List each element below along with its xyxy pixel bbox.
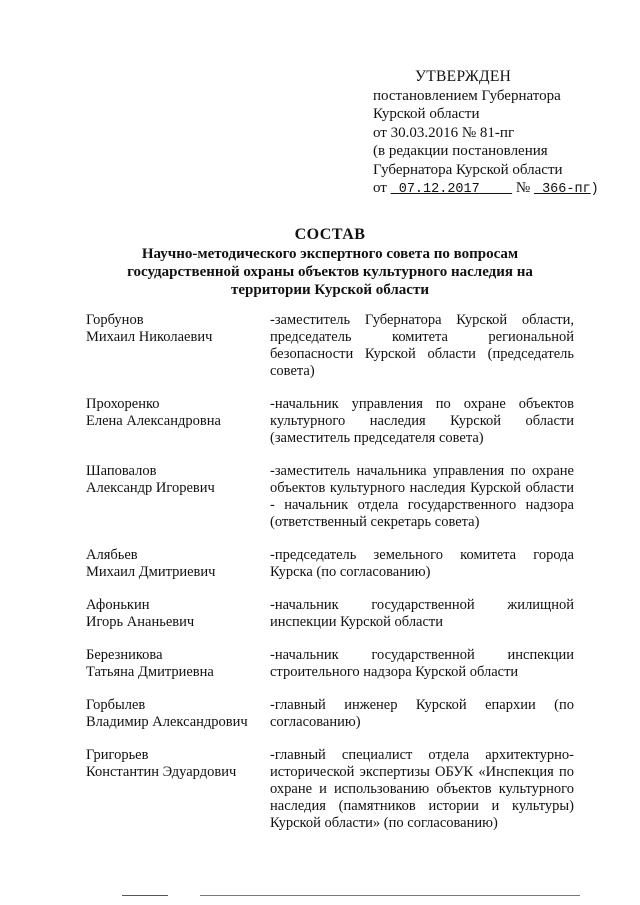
member-given-names: Владимир Александрович: [86, 714, 248, 730]
member-surname: Григорьев: [86, 747, 149, 763]
title-line-1: Научно-методического экспертного совета по вопросам: [141, 246, 519, 262]
approval-heading: УТВЕРЖДЕН: [415, 68, 512, 85]
member-surname: Шаповалов: [86, 463, 157, 479]
title-line-3: территории Курской области: [231, 282, 429, 298]
member-name: [86, 747, 270, 832]
amendment-date: 07.12.2017: [398, 182, 480, 197]
approval-line-5: Губернатора Курской области: [373, 161, 563, 178]
approval-line-3: от 30.03.2016 № 81-пг: [373, 124, 515, 141]
members-list: [86, 312, 574, 848]
member-role: -начальник управления по охране объектов культурного наследия Курской области (заместитель председателя совета): [270, 396, 574, 446]
member-given-names: Татьяна Дмитриевна: [86, 664, 214, 680]
member-name: [86, 547, 270, 581]
approval-stamp: [373, 68, 613, 200]
document-title: [80, 226, 580, 299]
member-role: -председатель земельного комитета города Курска (по согласованию): [270, 547, 574, 580]
member-surname: Березникова: [86, 647, 163, 663]
member-row: [86, 597, 574, 631]
approval-line-1: постановлением Губернатора: [373, 87, 561, 104]
member-given-names: Александр Игоревич: [86, 480, 215, 496]
approval-line-2: Курской области: [373, 106, 480, 122]
member-name: [86, 597, 270, 631]
member-given-names: Михаил Николаевич: [86, 329, 213, 345]
member-role: -заместитель Губернатора Курской области, председатель комитета региональной безопасности Курской области (председатель совета): [270, 312, 574, 379]
member-surname: Прохоренко: [86, 396, 160, 412]
approval-line-4: (в редакции постановления: [373, 143, 548, 159]
member-surname: Афонькин: [86, 597, 150, 613]
amendment-number: 366-пг: [542, 182, 591, 197]
member-role: -начальник государственной инспекции строительного надзора Курской области: [270, 647, 574, 680]
member-surname: Горбунов: [86, 312, 144, 328]
footer-rule-short: [122, 895, 168, 896]
member-row: [86, 697, 574, 731]
member-role: -заместитель начальника управления по охране объектов культурного наследия Курской области - начальник отдела государственного надзора (ответственный секретарь совета): [270, 463, 574, 530]
member-given-names: Елена Александровна: [86, 413, 221, 429]
title-line-2: государственной охраны объектов культурного наследия на: [127, 264, 533, 280]
amendment-number-label: №: [515, 180, 531, 196]
member-row: [86, 312, 574, 380]
member-role: -начальник государственной жилищной инспекции Курской области: [270, 597, 574, 630]
member-name: [86, 463, 270, 531]
member-row: [86, 647, 574, 681]
member-row: [86, 547, 574, 581]
member-name: [86, 396, 270, 447]
approval-line-6: [373, 179, 613, 200]
approval-from-label: от: [373, 180, 387, 196]
title-main: СОСТАВ: [294, 226, 366, 243]
member-name: [86, 647, 270, 681]
member-name: [86, 697, 270, 731]
member-surname: Алябьев: [86, 547, 138, 563]
member-given-names: Михаил Дмитриевич: [86, 564, 216, 580]
member-role: -главный специалист отдела архитектурно-исторической экспертизы ОБУК «Инспекция по охране и использованию объектов культурного наследия (памятников истории и культуры) Курской области» (по согласованию): [270, 747, 574, 831]
member-row: [86, 396, 574, 447]
member-row: [86, 747, 574, 832]
member-row: [86, 463, 574, 531]
closing-paren: ): [590, 182, 599, 197]
member-surname: Горбылев: [86, 697, 146, 713]
footer-rule-long: [200, 895, 580, 896]
member-given-names: Игорь Ананьевич: [86, 614, 195, 630]
member-given-names: Константин Эдуардович: [86, 764, 237, 780]
member-name: [86, 312, 270, 380]
member-role: -главный инженер Курской епархии (по согласованию): [270, 697, 574, 730]
